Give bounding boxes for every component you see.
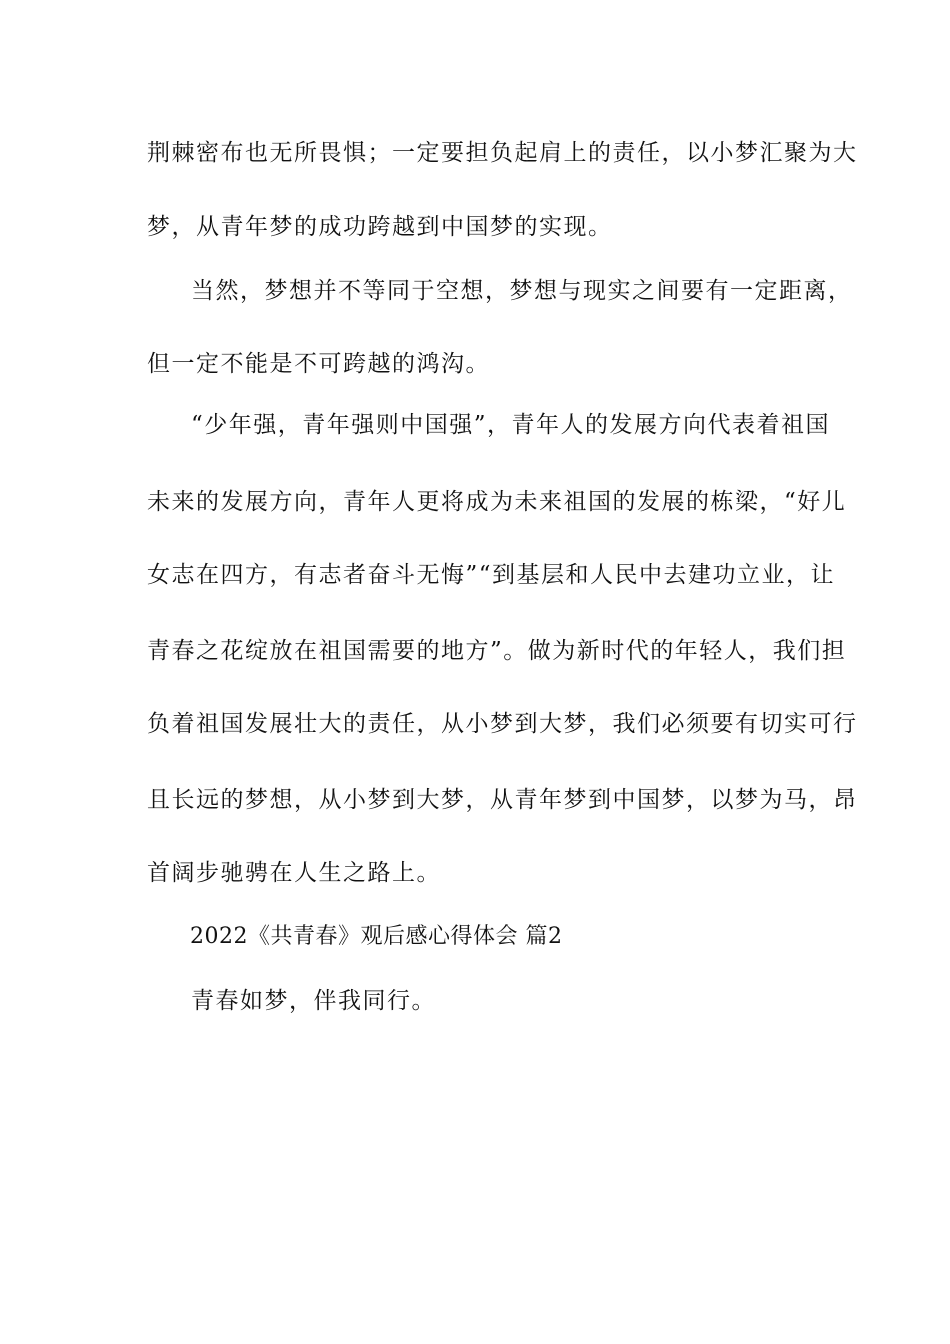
- paragraph-line-5: “少年强，青年强则中国强”，青年人的发展方向代表着祖国: [191, 412, 831, 438]
- paragraph-line-2: 梦，从青年梦的成功跨越到中国梦的实现。: [147, 214, 613, 240]
- paragraph-line-4: 但一定不能是不可跨越的鸿沟。: [147, 351, 490, 377]
- paragraph-line-11: 首阔步驰骋在人生之路上。: [147, 860, 441, 886]
- paragraph-line-final: 青春如梦，伴我同行。: [191, 988, 436, 1014]
- paragraph-line-1: 荆棘密布也无所畏惧；一定要担负起肩上的责任，以小梦汇聚为大: [147, 140, 858, 166]
- section-heading: 2022《共青春》观后感心得体会 篇2: [190, 924, 563, 949]
- paragraph-line-10: 且长远的梦想，从小梦到大梦，从青年梦到中国梦，以梦为马，昂: [147, 787, 858, 813]
- paragraph-line-3: 当然，梦想并不等同于空想，梦想与现实之间要有一定距离，: [191, 278, 853, 304]
- paragraph-line-8: 青春之花绽放在祖国需要的地方”。做为新时代的年轻人，我们担: [147, 638, 847, 664]
- paragraph-line-9: 负着祖国发展壮大的责任，从小梦到大梦，我们必须要有切实可行: [147, 711, 858, 737]
- paragraph-line-6: 未来的发展方向，青年人更将成为未来祖国的发展的栋梁，“好儿: [147, 489, 847, 515]
- paragraph-line-7: 女志在四方，有志者奋斗无悔”“到基层和人民中去建功立业，让: [147, 562, 836, 588]
